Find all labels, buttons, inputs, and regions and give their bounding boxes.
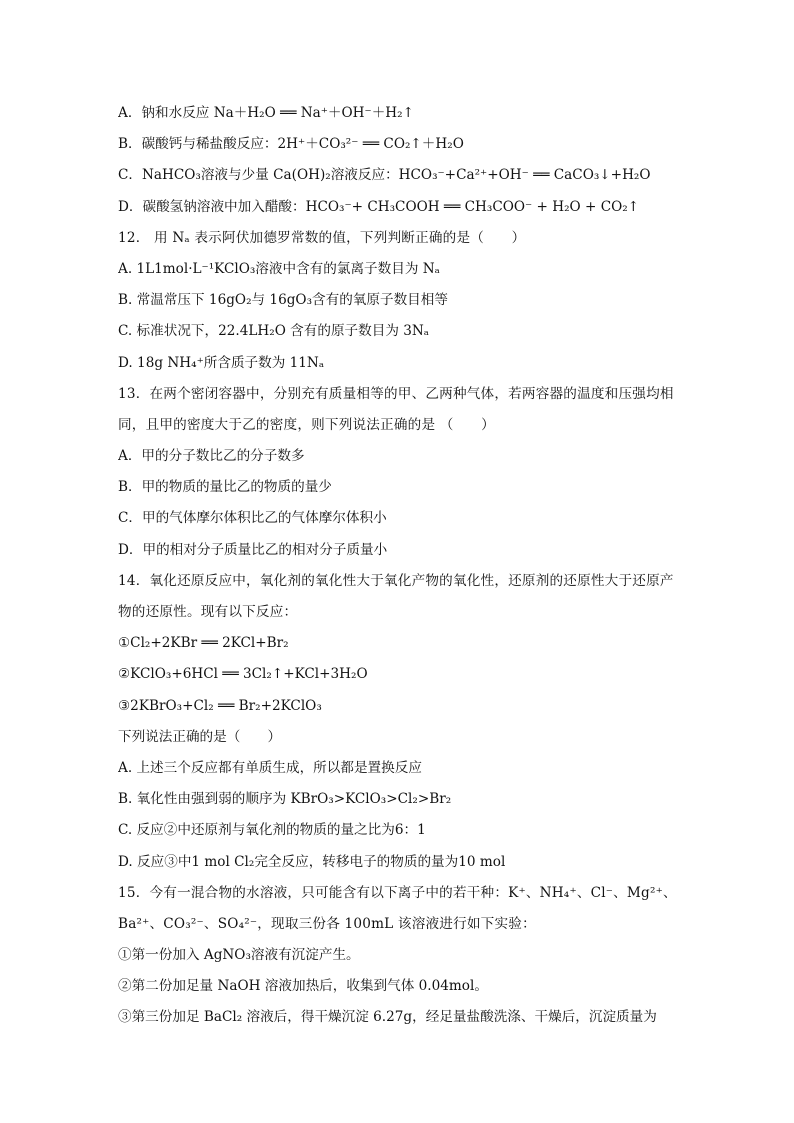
question-14-option-a: A. 上述三个反应都有单质生成，所以都是置换反应 <box>118 759 422 776</box>
question-14-option-b: B. 氧化性由强到弱的顺序为 KBrO₃>KClO₃>Cl₂>Br₂ <box>118 791 452 808</box>
question-12: 12． 用 Nₐ 表示阿伏加德罗常数的值，下列判断正确的是（ ） <box>118 229 526 246</box>
experiment-1: ①第一份加入 AgNO₃溶液有沉淀产生。 <box>118 947 360 964</box>
question-13-option-b: B．甲的物质的量比乙的物质的量少 <box>118 479 332 496</box>
question-15-line-1: 15．今有一混合物的水溶液，只可能含有以下离子中的若干种：K⁺、NH₄⁺、Cl⁻、Mg²⁺、 <box>118 884 677 901</box>
question-14-option-d: D. 反应③中1 mol Cl₂完全反应，转移电子的物质的量为10 mol <box>118 853 506 870</box>
question-14-prompt: 下列说法正确的是（ ） <box>118 728 282 745</box>
question-15-line-2: Ba²⁺、CO₃²⁻、SO₄²⁻，现取三份各 100mL 该溶液进行如下实验： <box>118 915 536 932</box>
question-13-option-d: D．甲的相对分子质量比乙的相对分子质量小 <box>118 541 388 558</box>
question-13-line-2: 同，且甲的密度大于乙的密度，则下列说法正确的是 （ ） <box>118 416 495 433</box>
question-13-option-a: A．甲的分子数比乙的分子数多 <box>118 448 305 465</box>
experiment-3: ③第三份加足 BaCl₂ 溶液后，得干燥沉淀 6.27g，经足量盐酸洗涤、干燥后，沉淀质量为 <box>118 1009 657 1026</box>
question-12-option-a: A. 1L1mol·L⁻¹KClO₃溶液中含有的氯离子数目为 Nₐ <box>118 260 440 277</box>
option-a-line: A．钠和水反应 Na＋H₂O ══ Na⁺＋OH⁻＋H₂↑ <box>118 105 414 121</box>
question-13-line-1: 13．在两个密闭容器中，分别充有质量相等的甲、乙两种气体，若两容器的温度和压强均相 <box>118 385 674 402</box>
reaction-2: ②KClO₃+6HCl ══ 3Cl₂↑+KCl+3H₂O <box>118 666 368 683</box>
question-13-option-c: C．甲的气体摩尔体积比乙的气体摩尔体积小 <box>118 510 387 527</box>
reaction-3: ③2KBrO₃+Cl₂ ══ Br₂+2KClO₃ <box>118 697 322 714</box>
option-b-line: B．碳酸钙与稀盐酸反应：2H⁺＋CO₃²⁻ ══ CO₂↑＋H₂O <box>118 136 464 153</box>
question-14-line-2: 物的还原性。现有以下反应： <box>118 604 298 620</box>
question-12-option-c: C. 标准状况下，22.4LH₂O 含有的原子数目为 3Nₐ <box>118 323 430 340</box>
reaction-1: ①Cl₂+2KBr ══ 2KCl+Br₂ <box>118 635 289 652</box>
option-c-line: C．NaHCO₃溶液与少量 Ca(OH)₂溶液反应：HCO₃⁻+Ca²⁺+OH⁻ ══ CaCO₃↓+H₂O <box>118 167 651 184</box>
question-12-option-b: B. 常温常压下 16gO₂与 16gO₃含有的氧原子数目相等 <box>118 292 448 309</box>
question-12-option-d: D. 18g NH₄⁺所含质子数为 11Nₐ <box>118 354 325 371</box>
question-14-option-c: C. 反应②中还原剂与氧化剂的物质的量之比为6：1 <box>118 822 426 839</box>
document-body <box>118 98 683 1034</box>
option-d-line: D．碳酸氢钠溶液中加入醋酸：HCO₃⁻+ CH₃COOH ══ CH₃COO⁻ + H₂O + CO₂↑ <box>118 198 640 215</box>
experiment-2: ②第二份加足量 NaOH 溶液加热后，收集到气体 0.04mol。 <box>118 978 488 995</box>
question-14-line-1: 14．氧化还原反应中，氧化剂的氧化性大于氧化产物的氧化性，还原剂的还原性大于还原产 <box>118 572 674 589</box>
